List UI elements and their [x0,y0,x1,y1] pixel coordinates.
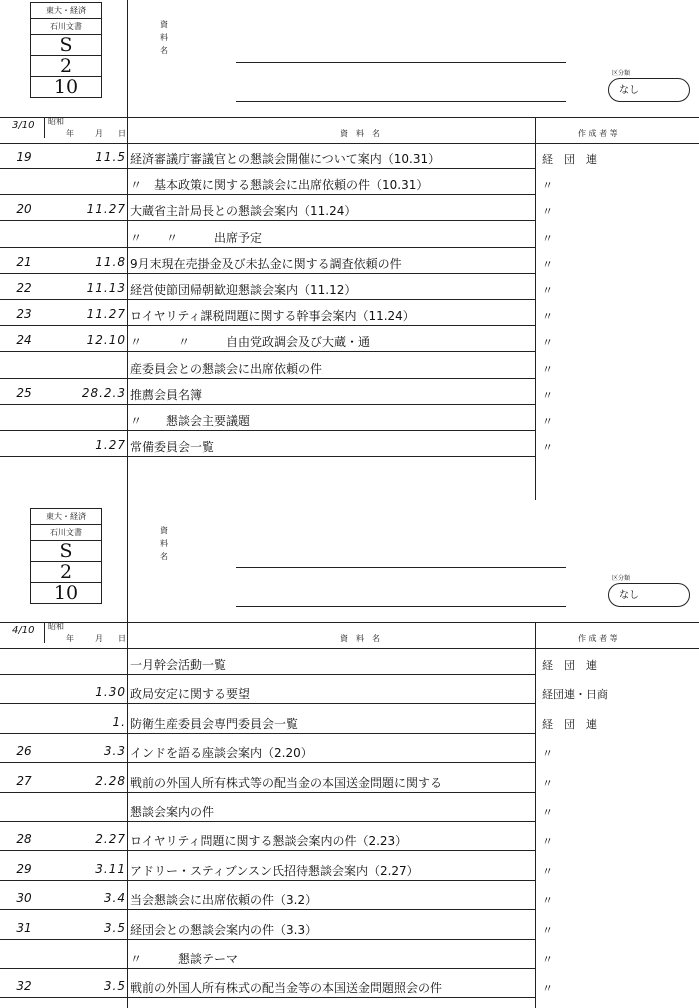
ledger-sheet-bottom [0,500,699,1008]
row-author: 〃 [542,284,553,297]
row-author: 〃 [542,982,553,996]
col-day: 日 [118,129,126,138]
row-title: 〃 懇談会主要議題 [130,414,251,428]
row-title: 政局安定に関する要望 [130,687,251,702]
row-number: 22 [16,281,32,295]
row-rule [0,821,535,822]
row-rule [0,703,535,704]
table-row [0,382,699,404]
row-rule [0,194,535,195]
row-date: 3.11 [95,861,126,876]
row-author: 経 団 連 [542,717,597,731]
table-row [0,251,699,273]
table-row [0,225,699,247]
row-title: 懇談会案内の件 [130,805,215,819]
table-row [0,434,699,456]
row-rule [0,733,535,734]
table-row [0,799,699,821]
stamp-collection: 石川文書 [31,19,101,35]
table-row [0,146,699,168]
row-title: 一月幹会活動一覧 [130,658,227,672]
row-title: 戦前の外国人所有株式等の配当金の本国送金問題に関する [130,775,443,790]
row-title: 〃 〃 自由党政調会及び大蔵・通 [130,335,371,350]
table-row [0,917,699,939]
row-author: 〃 [542,336,553,350]
row-number: 19 [16,150,32,164]
row-author: 〃 [542,310,553,324]
col-year: 年 [66,634,74,643]
stamp-number: 10 [53,582,79,604]
row-rule [0,939,535,940]
row-date: 1. [112,714,126,729]
row-title: 経団会との懇談会案内の件（3.3） [130,922,318,937]
row-number: 31 [16,920,32,935]
row-rule [0,220,535,221]
table-row [0,652,699,674]
row-rule [0,850,535,851]
row-title: 経営使節団帰朝歓迎懇談会案内（11.12） [130,283,357,297]
row-rule [0,325,535,326]
row-title: ロイヤリティ問題に関する懇談会案内の件（2.23） [130,834,408,849]
table-row [0,356,699,378]
row-date: 11.27 [86,307,126,322]
row-date: 11.27 [86,202,126,217]
table-row [0,198,699,220]
sheet-date: 3/10 [12,120,35,131]
col-month: 月 [95,634,103,643]
col-title: 資 料 名 [340,634,380,643]
col-title: 資 料 名 [340,129,380,138]
row-author: 〃 [542,776,553,790]
col-showa: 昭和 [48,117,64,126]
stamp-org: 東大・経済 [31,3,101,19]
row-rule [0,968,535,969]
row-rule [0,762,535,763]
row-author: 〃 [542,257,553,271]
row-title: 〃 基本政策に関する懇談会に出席依頼の件（10.31） [130,178,429,193]
row-rule [0,168,535,169]
row-author: 〃 [542,179,553,193]
row-title: 〃 懇談テーマ [130,952,239,966]
classification-value: なし [608,78,690,102]
row-author: 〃 [542,747,553,761]
table-row [0,740,699,762]
row-author: 経 団 連 [542,659,597,672]
row-title: インドを語る座談会案内（2.20） [130,746,313,761]
col-month: 月 [95,129,103,138]
stamp-org: 東大・経済 [31,509,101,525]
row-rule [0,792,535,793]
row-rule [0,880,535,881]
row-title: 〃 〃 出席予定 [130,230,263,245]
row-title: 防衛生産委員会専門委員会一覧 [130,716,299,731]
row-number: 26 [16,744,32,759]
stamp-series: S [31,35,101,56]
row-rule [0,351,535,352]
row-title: ロイヤリティ課税問題に関する幹事会案内（11.24） [130,309,415,324]
row-date: 1.30 [95,685,126,700]
row-number: 23 [16,307,32,322]
table-row [0,711,699,733]
col-showa: 昭和 [48,622,64,631]
row-author: 〃 [542,415,553,428]
row-rule [0,378,535,379]
row-rule [0,909,535,910]
table-row [0,172,699,194]
row-number: 30 [16,891,32,906]
row-author: 〃 [542,894,553,908]
table-row [0,329,699,351]
row-author: 〃 [542,864,553,878]
row-date: 2.27 [95,832,126,847]
row-number: 21 [16,254,32,269]
row-date: 11.8 [95,254,126,269]
row-date: 2.28 [95,773,126,788]
row-date: 11.5 [95,150,126,164]
row-author: 〃 [542,205,553,219]
row-date: 1.27 [95,438,126,453]
row-author: 〃 [542,835,553,849]
row-author: 〃 [542,923,553,937]
row-title: 9月末現在売掛金及び未払金に関する調査依頼の件 [130,256,402,271]
row-title: 大蔵省主計局長との懇談会案内（11.24） [130,204,357,219]
row-number: 32 [16,979,32,994]
row-number: 28 [16,832,32,847]
row-title: 推薦会員名簿 [130,387,203,402]
row-number: 20 [16,202,32,217]
row-date: 3.5 [103,920,126,935]
row-date: 3.3 [103,744,126,759]
table-row [0,828,699,850]
row-number: 29 [16,861,32,876]
row-date: 3.5 [103,979,126,994]
shiryo-label: 資料名 [160,526,168,561]
ledger-sheet-top [0,0,699,500]
row-number: 24 [16,333,32,348]
row-author: 経 団 連 [542,153,597,166]
row-title: 当会懇談会に出席依頼の件（3.2） [130,893,318,908]
row-author: 〃 [542,362,553,376]
row-date: 11.13 [86,281,126,295]
table-row [0,858,699,880]
stamp-number: 10 [53,76,79,98]
row-number: 27 [16,773,32,788]
classification-label: 区分類 [612,575,631,582]
row-rule [0,674,535,675]
row-rule [0,997,535,998]
stamp-series: S [31,541,101,562]
col-author: 作 成 者 等 [578,129,618,138]
row-rule [0,430,535,431]
row-author: 〃 [542,231,553,245]
table-row [0,277,699,299]
row-title: 産委員会との懇談会に出席依頼の件 [130,361,323,376]
stamp-volume: 2 [31,562,101,583]
table-row [0,887,699,909]
sheet-date: 4/10 [12,625,35,636]
row-rule [0,299,535,300]
col-author: 作 成 者 等 [578,634,618,643]
archive-stamp [30,508,102,604]
archive-stamp [30,2,102,98]
col-year: 年 [66,129,74,138]
classification-label: 区分類 [612,70,631,77]
row-title: アドリー・スティブンスン氏招待懇談会案内（2.27） [130,863,419,878]
row-title: 常備委員会一覧 [130,440,215,455]
col-day: 日 [118,634,126,643]
row-author: 〃 [542,806,553,819]
row-rule [0,273,535,274]
stamp-collection: 石川文書 [31,525,101,541]
row-title: 戦前の外国人所有株式の配当金等の本国送金問題照会の件 [130,981,443,996]
row-rule [0,247,535,248]
row-date: 28.2.3 [81,385,126,400]
row-date: 3.4 [103,891,126,906]
row-number: 25 [16,385,32,400]
classification-value: なし [608,583,690,607]
table-row [0,975,699,997]
table-row [0,770,699,792]
row-author: 〃 [542,388,553,402]
stamp-volume: 2 [31,56,101,77]
row-rule [0,404,535,405]
row-title: 経済審議庁審議官との懇談会開催について案内（10.31） [130,152,441,166]
row-author: 〃 [542,441,553,455]
row-author: 〃 [542,953,553,966]
row-rule [0,456,535,457]
table-row [0,408,699,430]
row-date: 12.10 [86,333,126,348]
shiryo-label: 資料名 [160,20,168,55]
table-row [0,946,699,968]
row-author: 経団連・日商 [542,688,608,702]
table-row [0,681,699,703]
table-row [0,303,699,325]
